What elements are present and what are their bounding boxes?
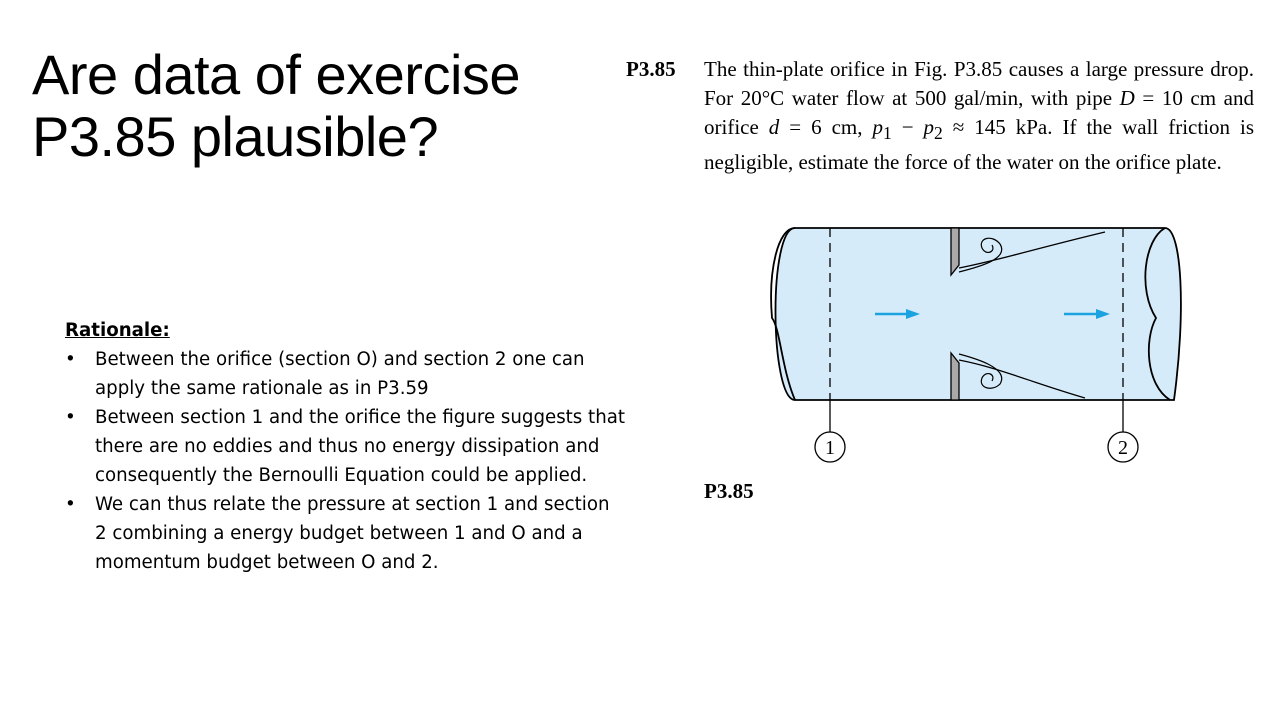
figure-caption: P3.85 bbox=[704, 479, 754, 503]
problem-number: P3.85 bbox=[626, 57, 676, 81]
bullet-text: Between section 1 and the orifice the figure suggests that there are no eddies and thus no energy dissipation and consequently the Bernoulli Equation could be applied. bbox=[95, 407, 625, 486]
rationale-bullet-list bbox=[65, 345, 625, 577]
problem-statement bbox=[626, 55, 1254, 177]
rationale-bullet bbox=[65, 403, 625, 490]
bullet-text: We can thus relate the pressure at section 1 and section 2 combining a energy budget between 1 and O and a momentum budget between O and 2. bbox=[95, 494, 610, 573]
rationale-block bbox=[65, 316, 625, 577]
pipe-body bbox=[775, 228, 1180, 400]
orifice-pipe-figure bbox=[760, 220, 1200, 470]
section-1-label: 1 bbox=[825, 437, 835, 459]
rationale-bullet bbox=[65, 345, 625, 403]
bullet-text: Between the orifice (section O) and section 2 one can apply the same rationale as in P3.59 bbox=[95, 349, 585, 399]
bullet-icon: • bbox=[65, 494, 76, 515]
rationale-heading: Rationale: bbox=[65, 320, 170, 341]
slide-title: Are data of exercise P3.85 plausible? bbox=[32, 43, 521, 168]
bullet-icon: • bbox=[65, 349, 76, 370]
problem-text: The thin-plate orifice in Fig. P3.85 causes a large pressure drop. For 20°C water flow at 500 gal/min, with pipe D = 10 cm and orifice d = 6 cm, $p_1 - p_2 \approx 145$ kPa. If the wall friction is negligible, estimate the force of the water on the orifice plate. bbox=[704, 57, 1255, 175]
bullet-icon: • bbox=[65, 407, 76, 428]
section-2-label: 2 bbox=[1118, 437, 1128, 459]
rationale-bullet bbox=[65, 490, 625, 577]
